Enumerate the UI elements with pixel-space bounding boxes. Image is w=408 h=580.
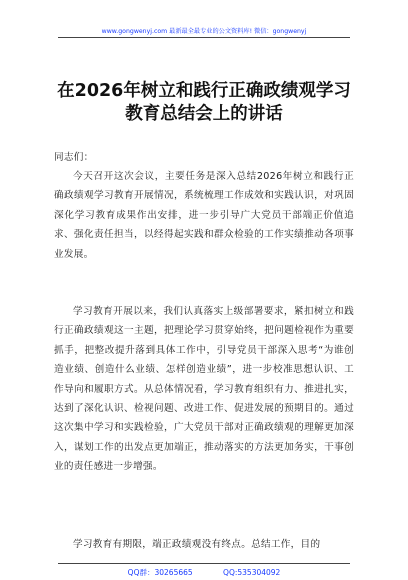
header-divider bbox=[58, 37, 350, 38]
qq-group-text: QQ群：30265665 bbox=[127, 568, 193, 577]
paragraph-2 bbox=[54, 302, 354, 477]
header-banner: www.gongwenyj.com 最新最全最专业的公文资料库! 微信：gongwenyj bbox=[101, 28, 307, 35]
paragraph-1-text: 今天召开这次会议，主要任务是深入总结2026年树立和践行正确政绩观学习教育开展情况，系统梳理工作成效和实践认识，对巩固深化学习教育成果作出安排，进一步引导广大党员干部端正价值追求、强化责任担当，以经得起实践和群众检验的工作实绩推动各项事业发展。 bbox=[54, 171, 354, 260]
qq-text: QQ:535304092 bbox=[223, 568, 281, 577]
greeting: 同志们： bbox=[54, 152, 94, 163]
document-title: 在2026年树立和践行正确政绩观学习教育总结会上的讲话 bbox=[57, 81, 351, 124]
paragraph-2-text: 学习教育开展以来，我们认真落实上级部署要求，紧扣树立和践行正确政绩观这一主题，把理论学习贯穿始终，把问题检视作为重要抓手，把整改提升落到具体工作中，引导党员干部深入思考“为谁创造业绩、创造什么业绩、怎样创造业绩”，进一步校准思想认识、工作导向和履职方式。从总体情况看，学习教育组织有力、推进扎实，达到了深化认识、检视问题、改进工作、促进发展的预期目的。通过这次集中学习和实践检验，广大党员干部对正确政绩观的理解更加深入，谋划工作的出发点更加端正，推动落实的方法更加务实，干事创业的责任感进一步增强。 bbox=[54, 306, 354, 473]
paragraph-3 bbox=[54, 535, 354, 554]
paragraph-3-text: 学习教育有期限，端正政绩观没有终点。总结工作，目的 bbox=[73, 539, 321, 550]
footer bbox=[0, 567, 408, 578]
footer-divider bbox=[58, 563, 350, 564]
paragraph-1 bbox=[54, 167, 354, 264]
